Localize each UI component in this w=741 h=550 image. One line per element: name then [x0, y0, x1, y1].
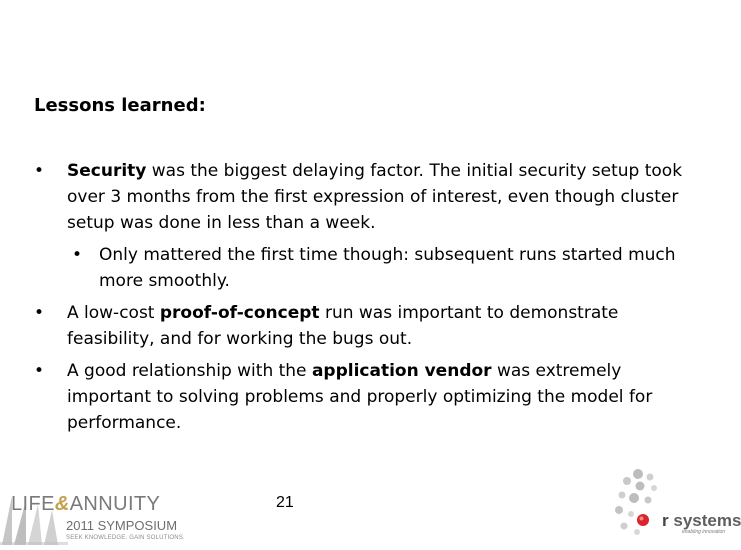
bullet-icon: • [72, 245, 83, 265]
subbullet-item-text: Only mattered the first time though: subsequent runs started much more smoothly. [99, 245, 676, 291]
bullet-item-vendor-before: A good relationship with the [67, 361, 312, 381]
red-dot-icon [637, 514, 649, 526]
bullet-item-proof-of-concept [34, 300, 694, 352]
life-annuity-title-amp: & [54, 493, 70, 515]
bullet-item-security-bold: Security [67, 161, 147, 181]
bullet-item-security [34, 158, 694, 236]
bullet-icon: • [34, 303, 45, 323]
r-systems-brand [662, 512, 741, 530]
page-number: 21 [276, 494, 294, 511]
bullet-item-security-text: was the biggest delaying factor. The initial security setup took over 3 months from the first expression of interest, even though cluster setup was done in less than a week. [67, 161, 683, 233]
symposium-tagline: SEEK KNOWLEDGE. GAIN SOLUTIONS. [66, 535, 185, 541]
symposium-year: 2011 SYMPOSIUM [66, 518, 178, 533]
r-systems-brand-r: r [662, 511, 669, 530]
r-systems-logo [610, 468, 741, 544]
bullet-item-vendor-after: was extremely important to solving problems and properly optimizing the model for performance. [67, 361, 653, 433]
slide-content [34, 158, 694, 442]
bullet-item-vendor-bold: application vendor [311, 361, 492, 381]
bullet-icon: • [34, 161, 45, 181]
life-annuity-title-annuity: ANNUITY [69, 493, 161, 515]
bullet-item-poc-bold: proof-of-concept [159, 303, 320, 323]
life-annuity-title-life: LIFE [11, 493, 55, 515]
bullet-icon: • [34, 361, 45, 381]
bullet-item-poc-after: run was important to demonstrate feasibility, and for working the bugs out. [67, 303, 619, 349]
bullet-item-application-vendor [34, 358, 694, 436]
r-systems-brand-name: systems [673, 511, 741, 530]
r-systems-tagline: enabling innovation [682, 529, 726, 535]
subbullet-item-first-time [34, 242, 694, 294]
bullet-item-poc-before: A low-cost [67, 303, 160, 323]
slide-heading: Lessons learned: [34, 95, 206, 116]
life-annuity-logo [0, 492, 190, 546]
life-annuity-title [11, 493, 160, 516]
